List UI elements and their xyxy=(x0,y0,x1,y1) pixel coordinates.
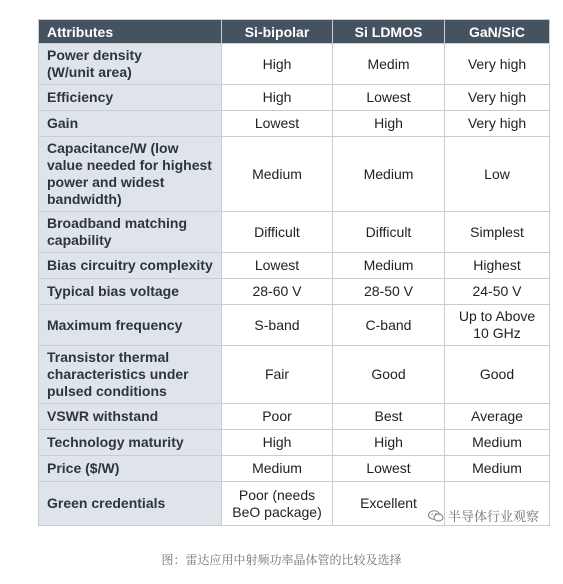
attribute-label: (W/unit area) xyxy=(47,64,132,80)
table-row xyxy=(39,456,550,482)
attribute-label: Typical bias voltage xyxy=(47,283,180,299)
attribute-label: capability xyxy=(47,232,112,248)
attribute-cell xyxy=(39,456,222,482)
attribute-cell xyxy=(39,346,222,404)
header-si-bipolar: Si-bipolar xyxy=(222,20,333,44)
value-cell-si-bipolar xyxy=(222,253,333,279)
value-cell-gan-sic xyxy=(445,279,550,305)
cell-value: Good xyxy=(479,366,515,382)
value-cell-si-bipolar xyxy=(222,279,333,305)
attribute-cell xyxy=(39,279,222,305)
attribute-label: Price ($/W) xyxy=(47,460,120,476)
cell-value: 24-50 V xyxy=(472,283,522,299)
attribute-cell xyxy=(39,212,222,253)
table-row xyxy=(39,346,550,404)
value-cell-si-ldmos xyxy=(333,430,445,456)
cell-value: High xyxy=(262,89,292,105)
value-cell-si-bipolar xyxy=(222,137,333,212)
attribute-label: characteristics under xyxy=(47,366,189,382)
watermark xyxy=(428,506,539,525)
table-row xyxy=(39,430,550,456)
attribute-label: Gain xyxy=(47,115,79,131)
cell-value: Very high xyxy=(467,55,527,72)
attribute-cell xyxy=(39,430,222,456)
table-row xyxy=(39,404,550,430)
cell-value: Up to Above xyxy=(458,308,536,324)
header-attributes: Attributes xyxy=(39,20,222,44)
table-row xyxy=(39,137,550,212)
cell-value: Medium xyxy=(472,434,522,450)
table-row xyxy=(39,279,550,305)
value-cell-si-bipolar xyxy=(222,212,333,253)
cell-value: Lowest xyxy=(366,460,411,476)
attribute-cell xyxy=(39,482,222,526)
value-cell-gan-sic xyxy=(445,44,550,85)
attribute-label: bandwidth) xyxy=(47,191,122,207)
value-cell-gan-sic xyxy=(445,253,550,279)
attribute-cell xyxy=(39,253,222,279)
value-cell-si-ldmos xyxy=(333,212,445,253)
value-cell-si-ldmos xyxy=(333,111,445,137)
attribute-label: Bias circuitry complexity xyxy=(47,257,213,273)
cell-value: S-band xyxy=(254,316,300,333)
table-row xyxy=(39,85,550,111)
cell-value: Lowest xyxy=(254,257,300,273)
value-cell-si-ldmos xyxy=(333,137,445,212)
cell-value: Medium xyxy=(363,257,414,273)
attribute-label: Transistor thermal xyxy=(47,349,170,365)
value-cell-si-bipolar xyxy=(222,111,333,137)
cell-value: Best xyxy=(374,408,403,424)
value-cell-gan-sic xyxy=(445,430,550,456)
cell-value: Fair xyxy=(264,366,290,382)
comparison-table xyxy=(38,19,550,526)
attribute-label: Broadband matching xyxy=(47,215,188,231)
attribute-label: Maximum frequency xyxy=(47,316,183,333)
cell-value: Very high xyxy=(467,115,527,131)
header-si-ldmos: Si LDMOS xyxy=(333,20,445,44)
value-cell-si-bipolar xyxy=(222,44,333,85)
cell-value: Lowest xyxy=(366,89,411,105)
value-cell-gan-sic xyxy=(445,85,550,111)
value-cell-gan-sic xyxy=(445,137,550,212)
cell-value: High xyxy=(262,434,292,450)
cell-value: High xyxy=(262,55,292,72)
cell-value: Difficult xyxy=(254,223,300,240)
cell-value: Medium xyxy=(252,165,302,182)
table-row xyxy=(39,305,550,346)
cell-value: Medium xyxy=(363,165,414,182)
value-cell-gan-sic xyxy=(445,404,550,430)
cell-value: 10 GHz xyxy=(473,325,521,341)
wechat-icon xyxy=(428,510,444,522)
value-cell-si-ldmos xyxy=(333,279,445,305)
table-row xyxy=(39,44,550,85)
attribute-label: Green credentials xyxy=(47,495,166,511)
cell-value: Highest xyxy=(473,257,521,273)
cell-value: Medium xyxy=(472,460,522,476)
cell-value: 28-60 V xyxy=(252,283,302,299)
attribute-cell xyxy=(39,404,222,430)
value-cell-si-bipolar xyxy=(222,482,333,526)
cell-value: Difficult xyxy=(365,223,412,240)
value-cell-gan-sic xyxy=(445,305,550,346)
value-cell-si-ldmos xyxy=(333,253,445,279)
cell-value: Poor xyxy=(262,408,292,424)
attribute-label: value needed for highest xyxy=(47,157,212,173)
attribute-label: Capacitance/W (low xyxy=(47,140,179,156)
cell-value: Average xyxy=(471,408,523,424)
attribute-cell xyxy=(39,305,222,346)
attribute-label: VSWR withstand xyxy=(47,408,159,424)
value-cell-si-ldmos xyxy=(333,404,445,430)
table-row xyxy=(39,253,550,279)
header-gan-sic: GaN/SiC xyxy=(445,20,550,44)
attribute-cell xyxy=(39,85,222,111)
cell-value: High xyxy=(374,115,403,131)
cell-value: Low xyxy=(484,165,510,182)
value-cell-gan-sic xyxy=(445,212,550,253)
table-row xyxy=(39,212,550,253)
cell-value: Medium xyxy=(252,460,302,476)
value-cell-si-bipolar xyxy=(222,404,333,430)
value-cell-gan-sic xyxy=(445,111,550,137)
value-cell-si-bipolar xyxy=(222,346,333,404)
attribute-cell xyxy=(39,44,222,85)
attribute-label: Power density xyxy=(47,47,142,63)
attribute-label: Efficiency xyxy=(47,89,114,105)
value-cell-si-ldmos xyxy=(333,44,445,85)
cell-value: Good xyxy=(371,366,406,382)
value-cell-si-ldmos xyxy=(333,346,445,404)
figure-caption: 图：雷达应用中射频功率晶体管的比较及选择 xyxy=(161,553,402,567)
value-cell-si-ldmos xyxy=(333,85,445,111)
cell-value: BeO package) xyxy=(232,503,322,520)
cell-value: High xyxy=(374,434,403,450)
value-cell-si-bipolar xyxy=(222,456,333,482)
value-cell-si-bipolar xyxy=(222,430,333,456)
attribute-label: Technology maturity xyxy=(47,434,184,450)
cell-value: Medim xyxy=(367,55,410,72)
value-cell-si-bipolar xyxy=(222,305,333,346)
value-cell-si-ldmos xyxy=(333,456,445,482)
attribute-cell xyxy=(39,111,222,137)
cell-value: 28-50 V xyxy=(363,283,414,299)
cell-value: C-band xyxy=(365,316,412,333)
value-cell-si-bipolar xyxy=(222,85,333,111)
table-row xyxy=(39,111,550,137)
value-cell-si-ldmos xyxy=(333,305,445,346)
value-cell-gan-sic xyxy=(445,456,550,482)
cell-value: Simplest xyxy=(470,223,524,240)
value-cell-gan-sic xyxy=(445,346,550,404)
attribute-label: power and widest xyxy=(47,174,165,190)
watermark-text: 半导体行业观察 xyxy=(448,509,540,524)
cell-value: Poor (needs xyxy=(238,486,316,503)
comparison-table-frame xyxy=(38,19,549,526)
cell-value: Excellent xyxy=(360,495,417,511)
table-header-row xyxy=(39,20,550,44)
cell-value: Lowest xyxy=(254,115,300,131)
attribute-cell xyxy=(39,137,222,212)
cell-value: Very high xyxy=(467,89,527,105)
attribute-label: pulsed conditions xyxy=(47,383,167,399)
